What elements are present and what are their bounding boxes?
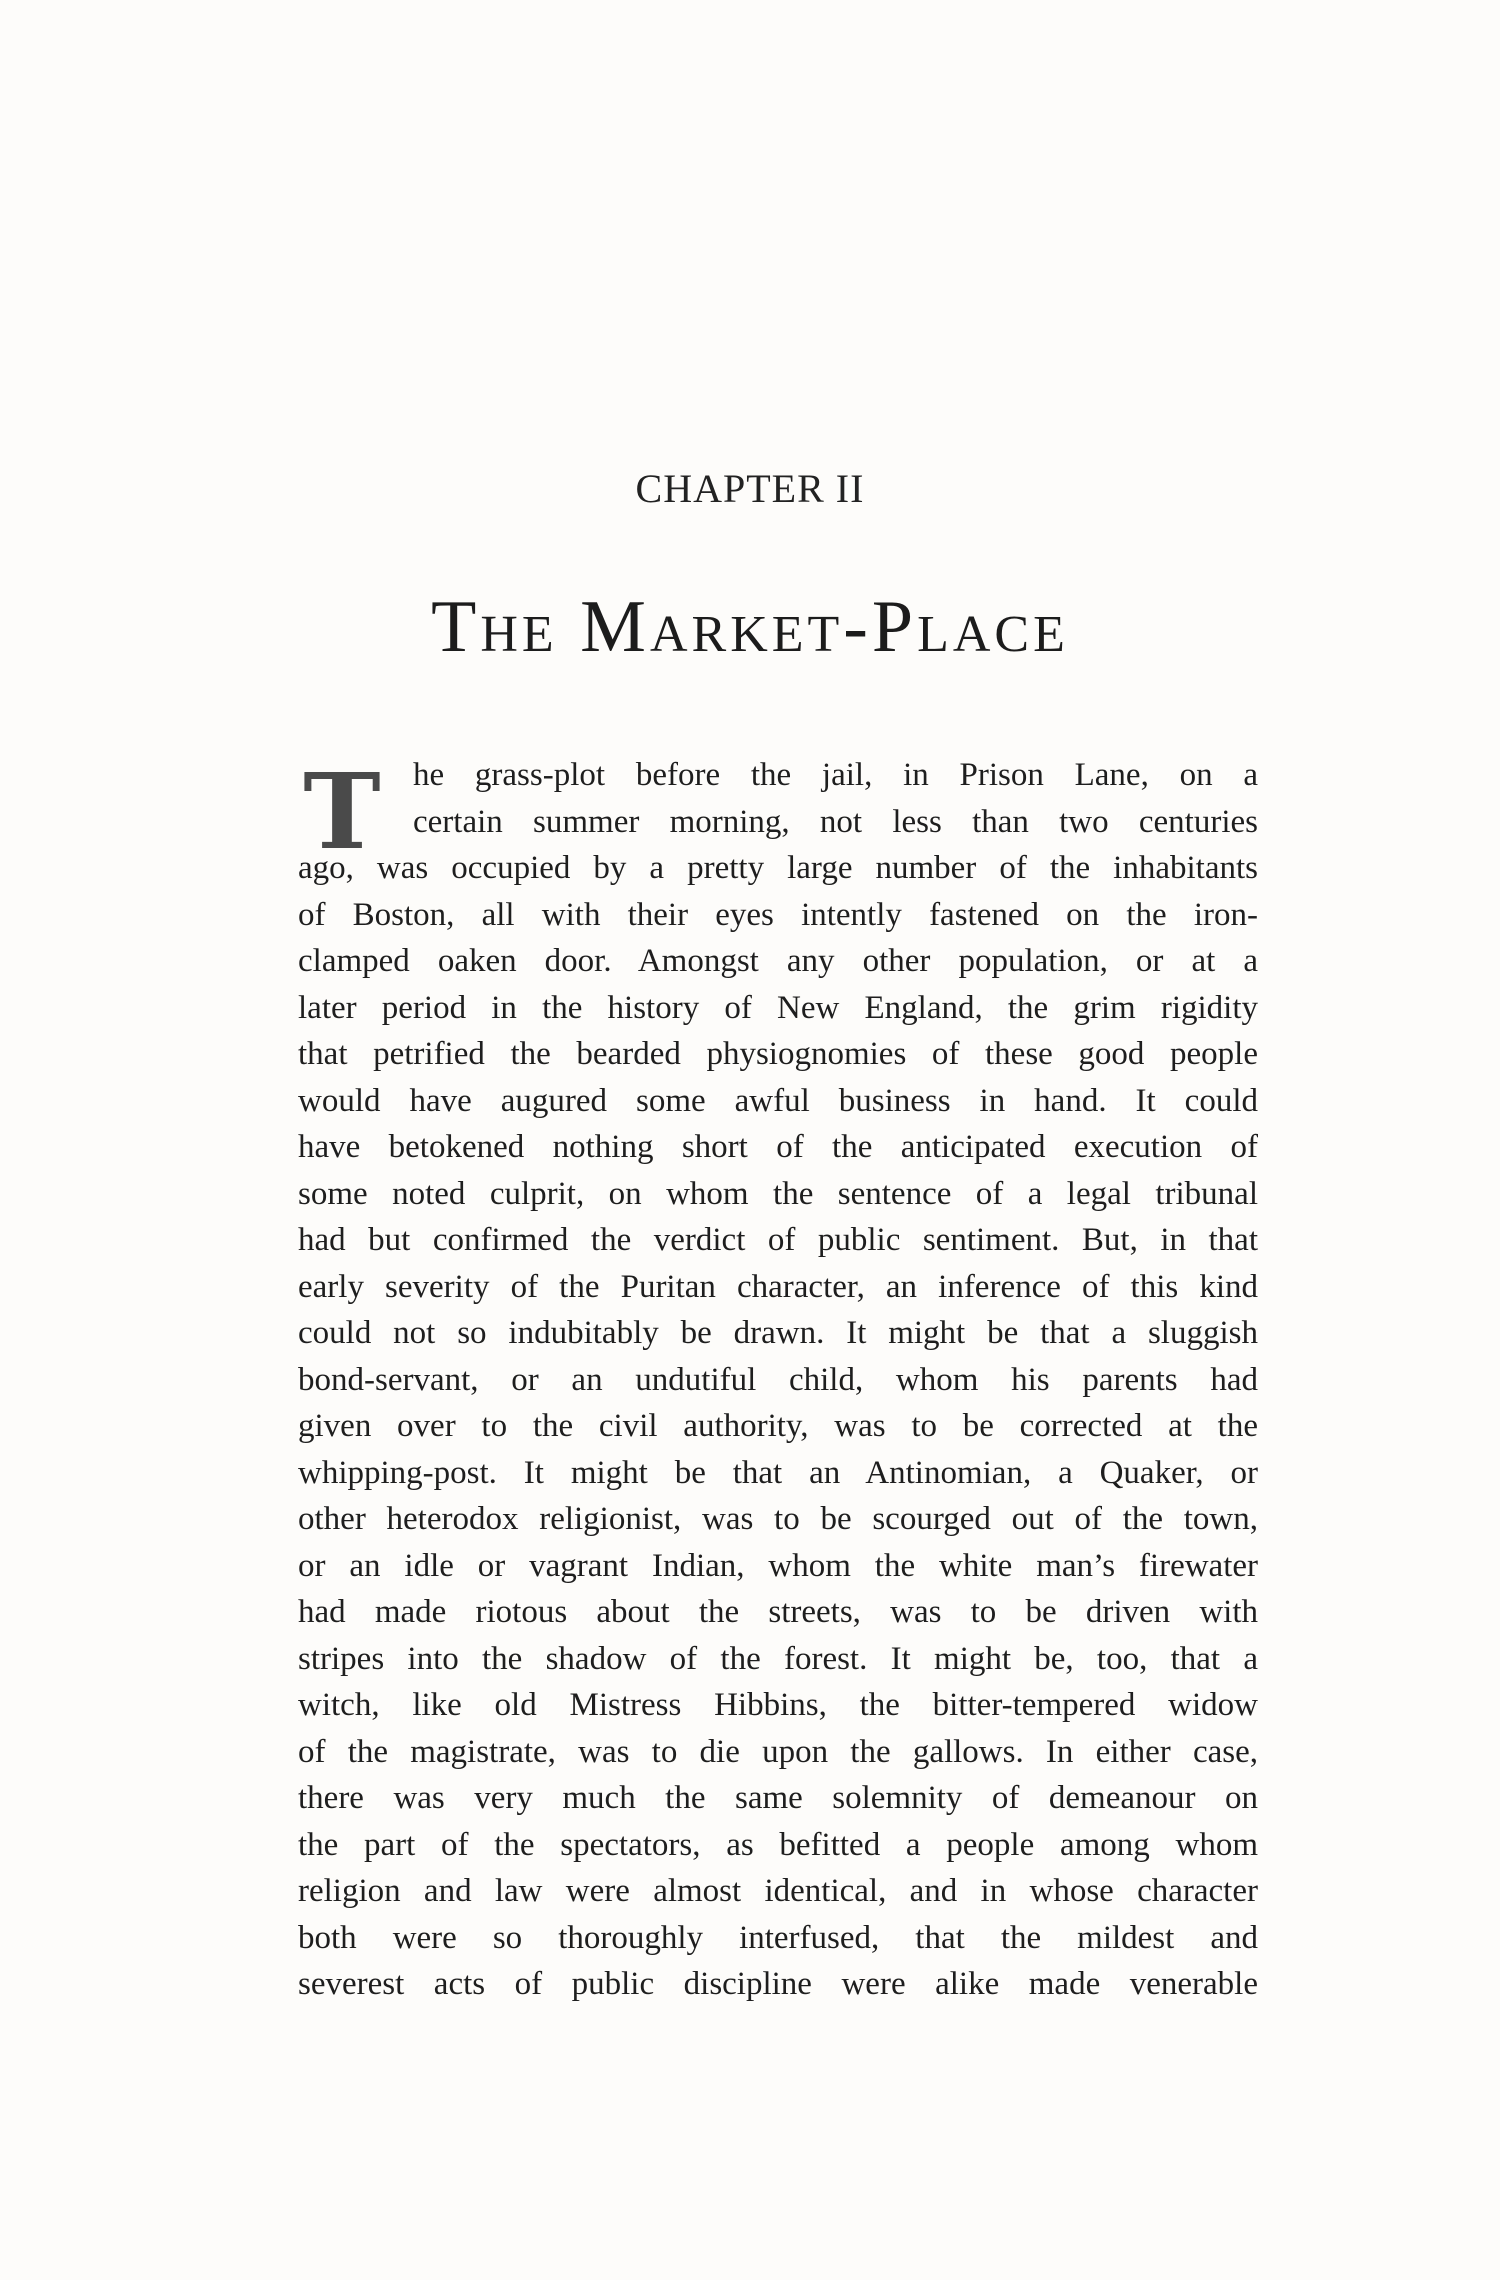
chapter-title: The Market-Place (431, 586, 1069, 668)
body-line: severest acts of public discipline were alike made venerable (298, 1966, 1258, 2002)
body-line: have betokened nothing short of the anticipated execution of (298, 1129, 1258, 1165)
body-line: or an idle or vagrant Indian, whom the white man’s firewater (298, 1547, 1258, 1584)
body-line: later period in the history of New England, the grim rigidity (298, 989, 1258, 1026)
body-line: religion and law were almost identical, and in whose character (298, 1873, 1258, 1909)
body-line: other heterodox religionist, was to be scourged out of the town, (298, 1501, 1258, 1537)
body-line: had made riotous about the streets, was to be driven with (298, 1594, 1258, 1630)
body-line: had but confirmed the verdict of public sentiment. But, in that (298, 1222, 1258, 1258)
body-line: early severity of the Puritan character, an inference of this kind (298, 1268, 1258, 1305)
body-line: witch, like old Mistress Hibbins, the bitter-tempered widow (298, 1687, 1258, 1723)
body-line: given over to the civil authority, was to be corrected at the (298, 1408, 1258, 1444)
body-line: stripes into the shadow of the forest. It might be, too, that a (298, 1640, 1258, 1677)
chapter-number: CHAPTER II (635, 466, 865, 511)
body-line: that petrified the bearded physiognomies of these good people (298, 1036, 1258, 1072)
body-line: could not so indubitably be drawn. It might be that a sluggish (298, 1315, 1258, 1351)
body-line: he grass-plot before the jail, in Prison Lane, on a (413, 757, 1258, 793)
body-line: ago, was occupied by a pretty large number of the inhabitants (298, 850, 1258, 886)
body-line: would have augured some awful business in hand. It could (298, 1082, 1258, 1119)
body-line: clamped oaken door. Amongst any other population, or at a (298, 943, 1258, 979)
drop-cap: T (303, 750, 381, 873)
body-line: the part of the spectators, as befitted a people among whom (298, 1826, 1258, 1863)
body-line: there was very much the same solemnity of demeanour on (298, 1780, 1258, 1816)
body-line: of the magistrate, was to die upon the gallows. In either case, (298, 1733, 1258, 1770)
body-line: certain summer morning, not less than two centuries (413, 803, 1258, 840)
body-line: whipping-post. It might be that an Antinomian, a Quaker, or (298, 1454, 1258, 1491)
body-line: of Boston, all with their eyes intently fastened on the iron- (298, 896, 1258, 933)
body-line: some noted culprit, on whom the sentence of a legal tribunal (298, 1175, 1258, 1212)
body-line: bond-servant, or an undutiful child, whom his parents had (298, 1361, 1258, 1398)
chapter-body (298, 752, 1258, 2008)
body-line: both were so thoroughly interfused, that the mildest and (298, 1919, 1258, 1956)
